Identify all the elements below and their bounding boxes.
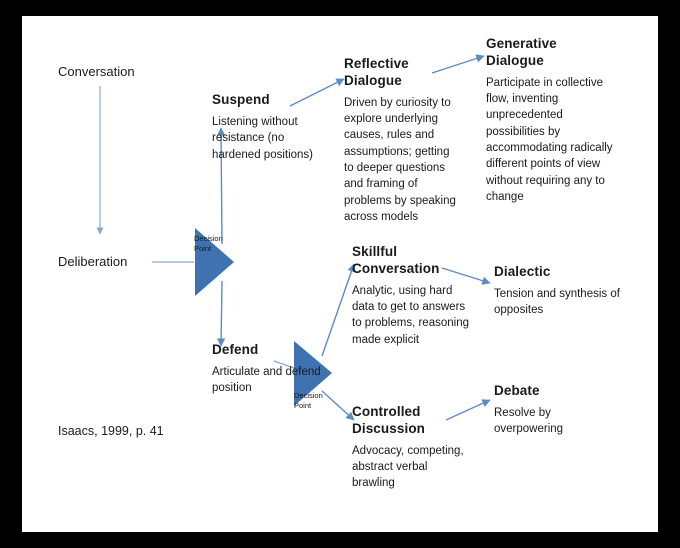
node-debate: [494, 383, 618, 438]
node-dialectic-body: Tension and synthesis of opposites: [494, 287, 620, 317]
node-dialectic-title: Dialectic: [494, 264, 551, 279]
node-debate-title: Debate: [494, 383, 540, 398]
node-generative-dialogue-title: Generative Dialogue: [486, 36, 557, 68]
node-controlled-discussion: [352, 404, 470, 492]
node-controlled-discussion-title: Controlled Discussion: [352, 404, 426, 436]
node-conversation: [58, 64, 188, 81]
node-defend: [212, 342, 322, 397]
node-dialectic: [494, 264, 624, 319]
node-reflective-dialogue-title: Reflective Dialogue: [344, 56, 409, 88]
node-skillful-conversation: [352, 244, 470, 348]
citation: Isaacs, 1999, p. 41: [58, 424, 164, 438]
decision-point-label-upper: [194, 234, 234, 254]
node-debate-body: Resolve by overpowering: [494, 406, 564, 436]
decision-point-lower-text: Decision Point: [294, 391, 323, 410]
decision-point-upper-text: Decision Point: [194, 234, 223, 253]
node-generative-dialogue: [486, 36, 614, 205]
node-suspend: [212, 92, 322, 163]
arrow-to-skillful-conversation: [322, 264, 354, 356]
node-skillful-conversation-title: Skillful Conversation: [352, 244, 440, 276]
node-defend-body: Articulate and defend position: [212, 365, 321, 395]
node-suspend-body: Listening without resistance (no hardened positions): [212, 115, 314, 161]
node-deliberation-title: Deliberation: [58, 254, 128, 269]
node-reflective-dialogue: [344, 56, 462, 225]
node-skillful-conversation-body: Analytic, using hard data to get to answers to problems, reasoning made explicit: [352, 284, 469, 346]
node-reflective-dialogue-body: Driven by curiosity to explore underlying causes, rules and assumptions; getting to deeper questions and framing of problems by speaking across models: [344, 96, 456, 224]
node-suspend-title: Suspend: [212, 92, 270, 107]
node-deliberation: [58, 254, 188, 271]
node-conversation-title: Conversation: [58, 64, 135, 79]
node-controlled-discussion-body: Advocacy, competing, abstract verbal brawling: [352, 444, 464, 490]
node-generative-dialogue-body: Participate in collective flow, inventing unprecedented possibilities by accommodating radically different points of view without requiring any to change: [486, 76, 613, 204]
arrow-to-defend: [221, 281, 222, 346]
node-defend-title: Defend: [212, 342, 259, 357]
diagram-sheet: [22, 16, 658, 532]
